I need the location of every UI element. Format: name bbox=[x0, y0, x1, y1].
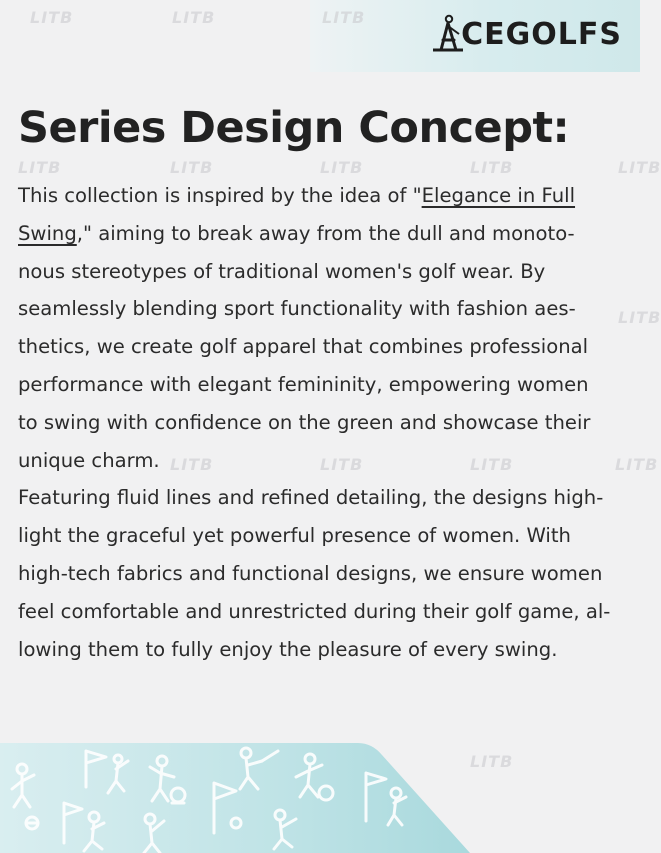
golfer-pattern-band bbox=[0, 743, 640, 853]
paragraph-line: seamlessly blending sport functionality with fashion aes- bbox=[18, 297, 576, 321]
paragraph-text: ," aiming to break away from the dull and monoto- bbox=[76, 221, 575, 245]
brand-logo bbox=[431, 14, 622, 54]
watermark: LITB bbox=[30, 8, 74, 27]
concept-description bbox=[18, 177, 618, 668]
watermark: LITB bbox=[470, 158, 514, 177]
watermark: LITB bbox=[470, 455, 514, 474]
golfer-letter-a-icon bbox=[431, 14, 465, 54]
watermark: LITB bbox=[618, 308, 661, 327]
watermark: LITB bbox=[170, 455, 214, 474]
paragraph-line: lowing them to fully enjoy the pleasure of every swing. bbox=[18, 637, 558, 661]
paragraph-line: to swing with confidence on the green and showcase their bbox=[18, 410, 591, 434]
paragraph-line: feel comfortable and unrestricted during their golf game, al- bbox=[18, 599, 611, 623]
watermark: LITB bbox=[322, 8, 366, 27]
paragraph-line: thetics, we create golf apparel that combines professional bbox=[18, 335, 589, 359]
watermark: LITB bbox=[172, 8, 216, 27]
paragraph-line: light the graceful yet powerful presence of women. With bbox=[18, 524, 571, 548]
watermark: LITB bbox=[615, 455, 659, 474]
watermark: LITB bbox=[618, 158, 661, 177]
watermark: LITB bbox=[18, 158, 62, 177]
paragraph-line: performance with elegant femininity, empowering women bbox=[18, 372, 589, 396]
watermark: LITB bbox=[320, 455, 364, 474]
watermark: LITB bbox=[170, 158, 214, 177]
brand-name: CEGOLFS bbox=[461, 16, 622, 52]
watermark: LITB bbox=[320, 158, 364, 177]
paragraph-line: nous stereotypes of traditional women's golf wear. By bbox=[18, 259, 546, 283]
concept-title-link: Elegance in Full bbox=[421, 184, 576, 207]
paragraph-line: unique charm. bbox=[18, 448, 160, 472]
watermark: LITB bbox=[470, 752, 514, 771]
concept-title-link: Swing bbox=[18, 221, 77, 245]
paragraph-text: This collection is inspired by the idea of " bbox=[18, 184, 422, 207]
paragraph-line: high-tech fabrics and functional designs, we ensure women bbox=[18, 561, 603, 585]
page-title: Series Design Concept: bbox=[18, 103, 570, 153]
paragraph-line: Featuring fluid lines and refined detailing, the designs high- bbox=[18, 486, 604, 510]
